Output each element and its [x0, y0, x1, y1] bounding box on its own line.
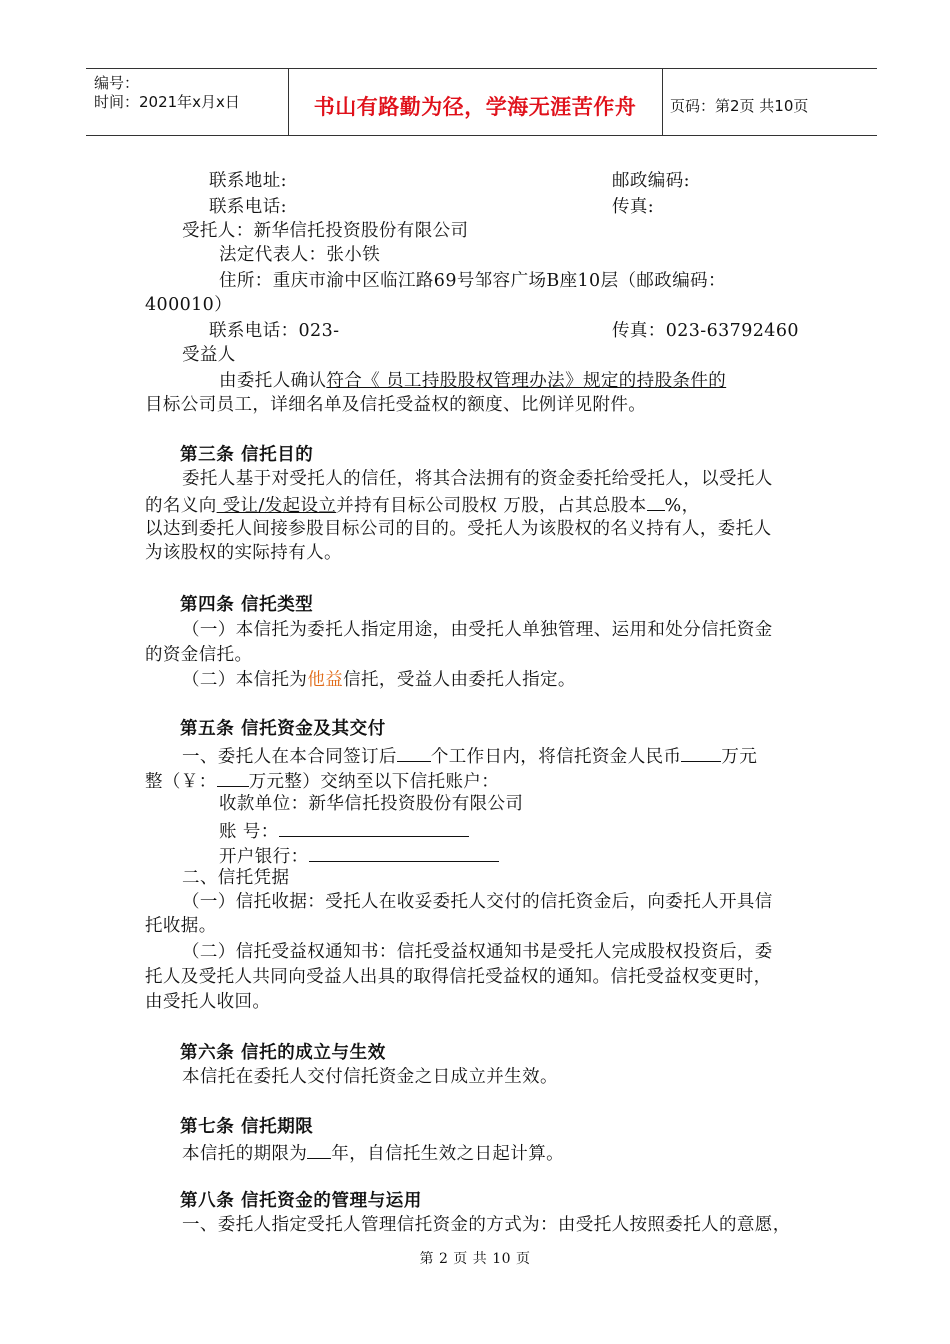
- article-6-title: 第六条 信托的成立与生效: [180, 1043, 386, 1063]
- benefit-notice-line-2: 托人及受托人共同向受益人出具的取得信托受益权的通知。信托受益权变更时，: [145, 967, 772, 987]
- document-time-label: 时间：2021年x月x日: [94, 93, 240, 111]
- benefit-notice-line-1: （二）信托受益权通知书：信托受益权通知书是受托人完成股权投资后，委: [182, 942, 773, 962]
- contact-phone-label: 联系电话:: [209, 197, 287, 217]
- working-days-blank: [397, 743, 431, 762]
- article-8-line-1: 一、委托人指定受托人管理信托资金的方式为：由受托人按照委托人的意愿，: [182, 1215, 791, 1235]
- header-motto: 书山有路勤为径，学海无涯苦作舟: [313, 95, 637, 119]
- header-meta-cell: [86, 69, 289, 135]
- trust-receipt-line-1: （一）信托收据：受托人在收妥委托人交付的信托资金后，向委托人开具信: [182, 892, 773, 912]
- article-3-line-2: 的名义向 受让/发起设立并持有目标公司股权 万股，占其总股本 %，: [145, 492, 699, 517]
- article-3-line-1: 委托人基于对受托人的信任，将其合法拥有的资金委托给受托人，以受托人: [182, 469, 773, 489]
- article-4-line-1: （一）本信托为委托人指定用途，由受托人单独管理、运用和处分信托资金: [182, 620, 773, 640]
- trustee-fax-line: 传真：023-63792460: [612, 321, 799, 341]
- page-footer: 第 2 页 共 10 页: [419, 1251, 531, 1267]
- article-3-line-4: 为该股权的实际持有人。: [145, 543, 342, 563]
- amount-numeric-blank: [217, 768, 249, 787]
- postal-code-label: 邮政编码:: [612, 171, 690, 191]
- contact-address-label: 联系地址:: [209, 171, 287, 191]
- beneficiary-paragraph-line-1: 由委托人确认符合《 员工持股股权管理办法》规定的持股条件的: [219, 371, 727, 391]
- article-5-title: 第五条 信托资金及其交付: [180, 719, 386, 739]
- article-3-line-3: 以达到委托人间接参股目标公司的目的。受托人为该股权的名义持有人，委托人: [145, 519, 772, 539]
- article-5-line-2: 整（￥： 万元整）交纳至以下信托账户：: [145, 768, 499, 793]
- amount-rmb-blank: [681, 743, 721, 762]
- benefit-notice-line-3: 由受托人收回。: [145, 992, 271, 1012]
- header-motto-cell: [288, 69, 663, 135]
- article-6-line-1: 本信托在委托人交付信托资金之日成立并生效。: [182, 1067, 558, 1087]
- legal-representative-line: 法定代表人：张小铁: [219, 245, 381, 265]
- account-number-line: 账 号：: [219, 818, 469, 843]
- article-3-title: 第三条 信托目的: [180, 445, 314, 465]
- document-number-label: 编号：: [94, 74, 140, 92]
- article-4-title: 第四条 信托类型: [180, 595, 314, 615]
- beneficiary-paragraph-line-2: 目标公司员工，详细名单及信托受益权的额度、比例详见附件。: [145, 395, 647, 415]
- transfer-or-establish-underlined: 受让/发起设立: [216, 496, 337, 516]
- article-7-title: 第七条 信托期限: [180, 1117, 314, 1137]
- trustee-line: 受托人：新华信托投资股份有限公司: [182, 221, 469, 241]
- page-header: [86, 68, 877, 136]
- header-page-number: 页码：第2页 共10页: [670, 97, 809, 115]
- article-7-line-1: 本信托的期限为 年，自信托生效之日起计算。: [182, 1140, 564, 1165]
- residence-line: 住所：重庆市渝中区临江路69号邹容广场B座10层（邮政编码：: [219, 271, 726, 291]
- other-benefit-highlight: 他益: [307, 670, 344, 690]
- share-percent-blank: [647, 492, 665, 511]
- bank-line: 开户银行：: [219, 843, 499, 868]
- beneficiary-condition-underlined: 符合《 员工持股股权管理办法》规定的持股条件的: [326, 371, 727, 391]
- article-5-line-1: 一、委托人在本合同签订后 个工作日内，将信托资金人民币 万元: [182, 743, 757, 768]
- article-8-title: 第八条 信托资金的管理与运用: [180, 1191, 422, 1211]
- article-4-line-3: （二）本信托为他益信托，受益人由委托人指定。: [182, 670, 576, 690]
- trustee-phone-line: 联系电话：023-: [209, 321, 340, 341]
- trust-receipt-line-2: 托收据。: [145, 916, 217, 936]
- residence-line-continued: 400010）: [145, 295, 233, 315]
- beneficiary-label: 受益人: [182, 345, 236, 365]
- header-page-cell: [662, 69, 877, 135]
- trust-voucher-heading: 二、信托凭据: [182, 868, 290, 888]
- article-4-line-2: 的资金信托。: [145, 645, 253, 665]
- bank-name-blank: [309, 843, 499, 862]
- fax-label: 传真:: [612, 197, 655, 217]
- payee-line: 收款单位：新华信托投资股份有限公司: [219, 794, 524, 814]
- trust-term-blank: [307, 1140, 331, 1159]
- account-number-blank: [279, 818, 469, 837]
